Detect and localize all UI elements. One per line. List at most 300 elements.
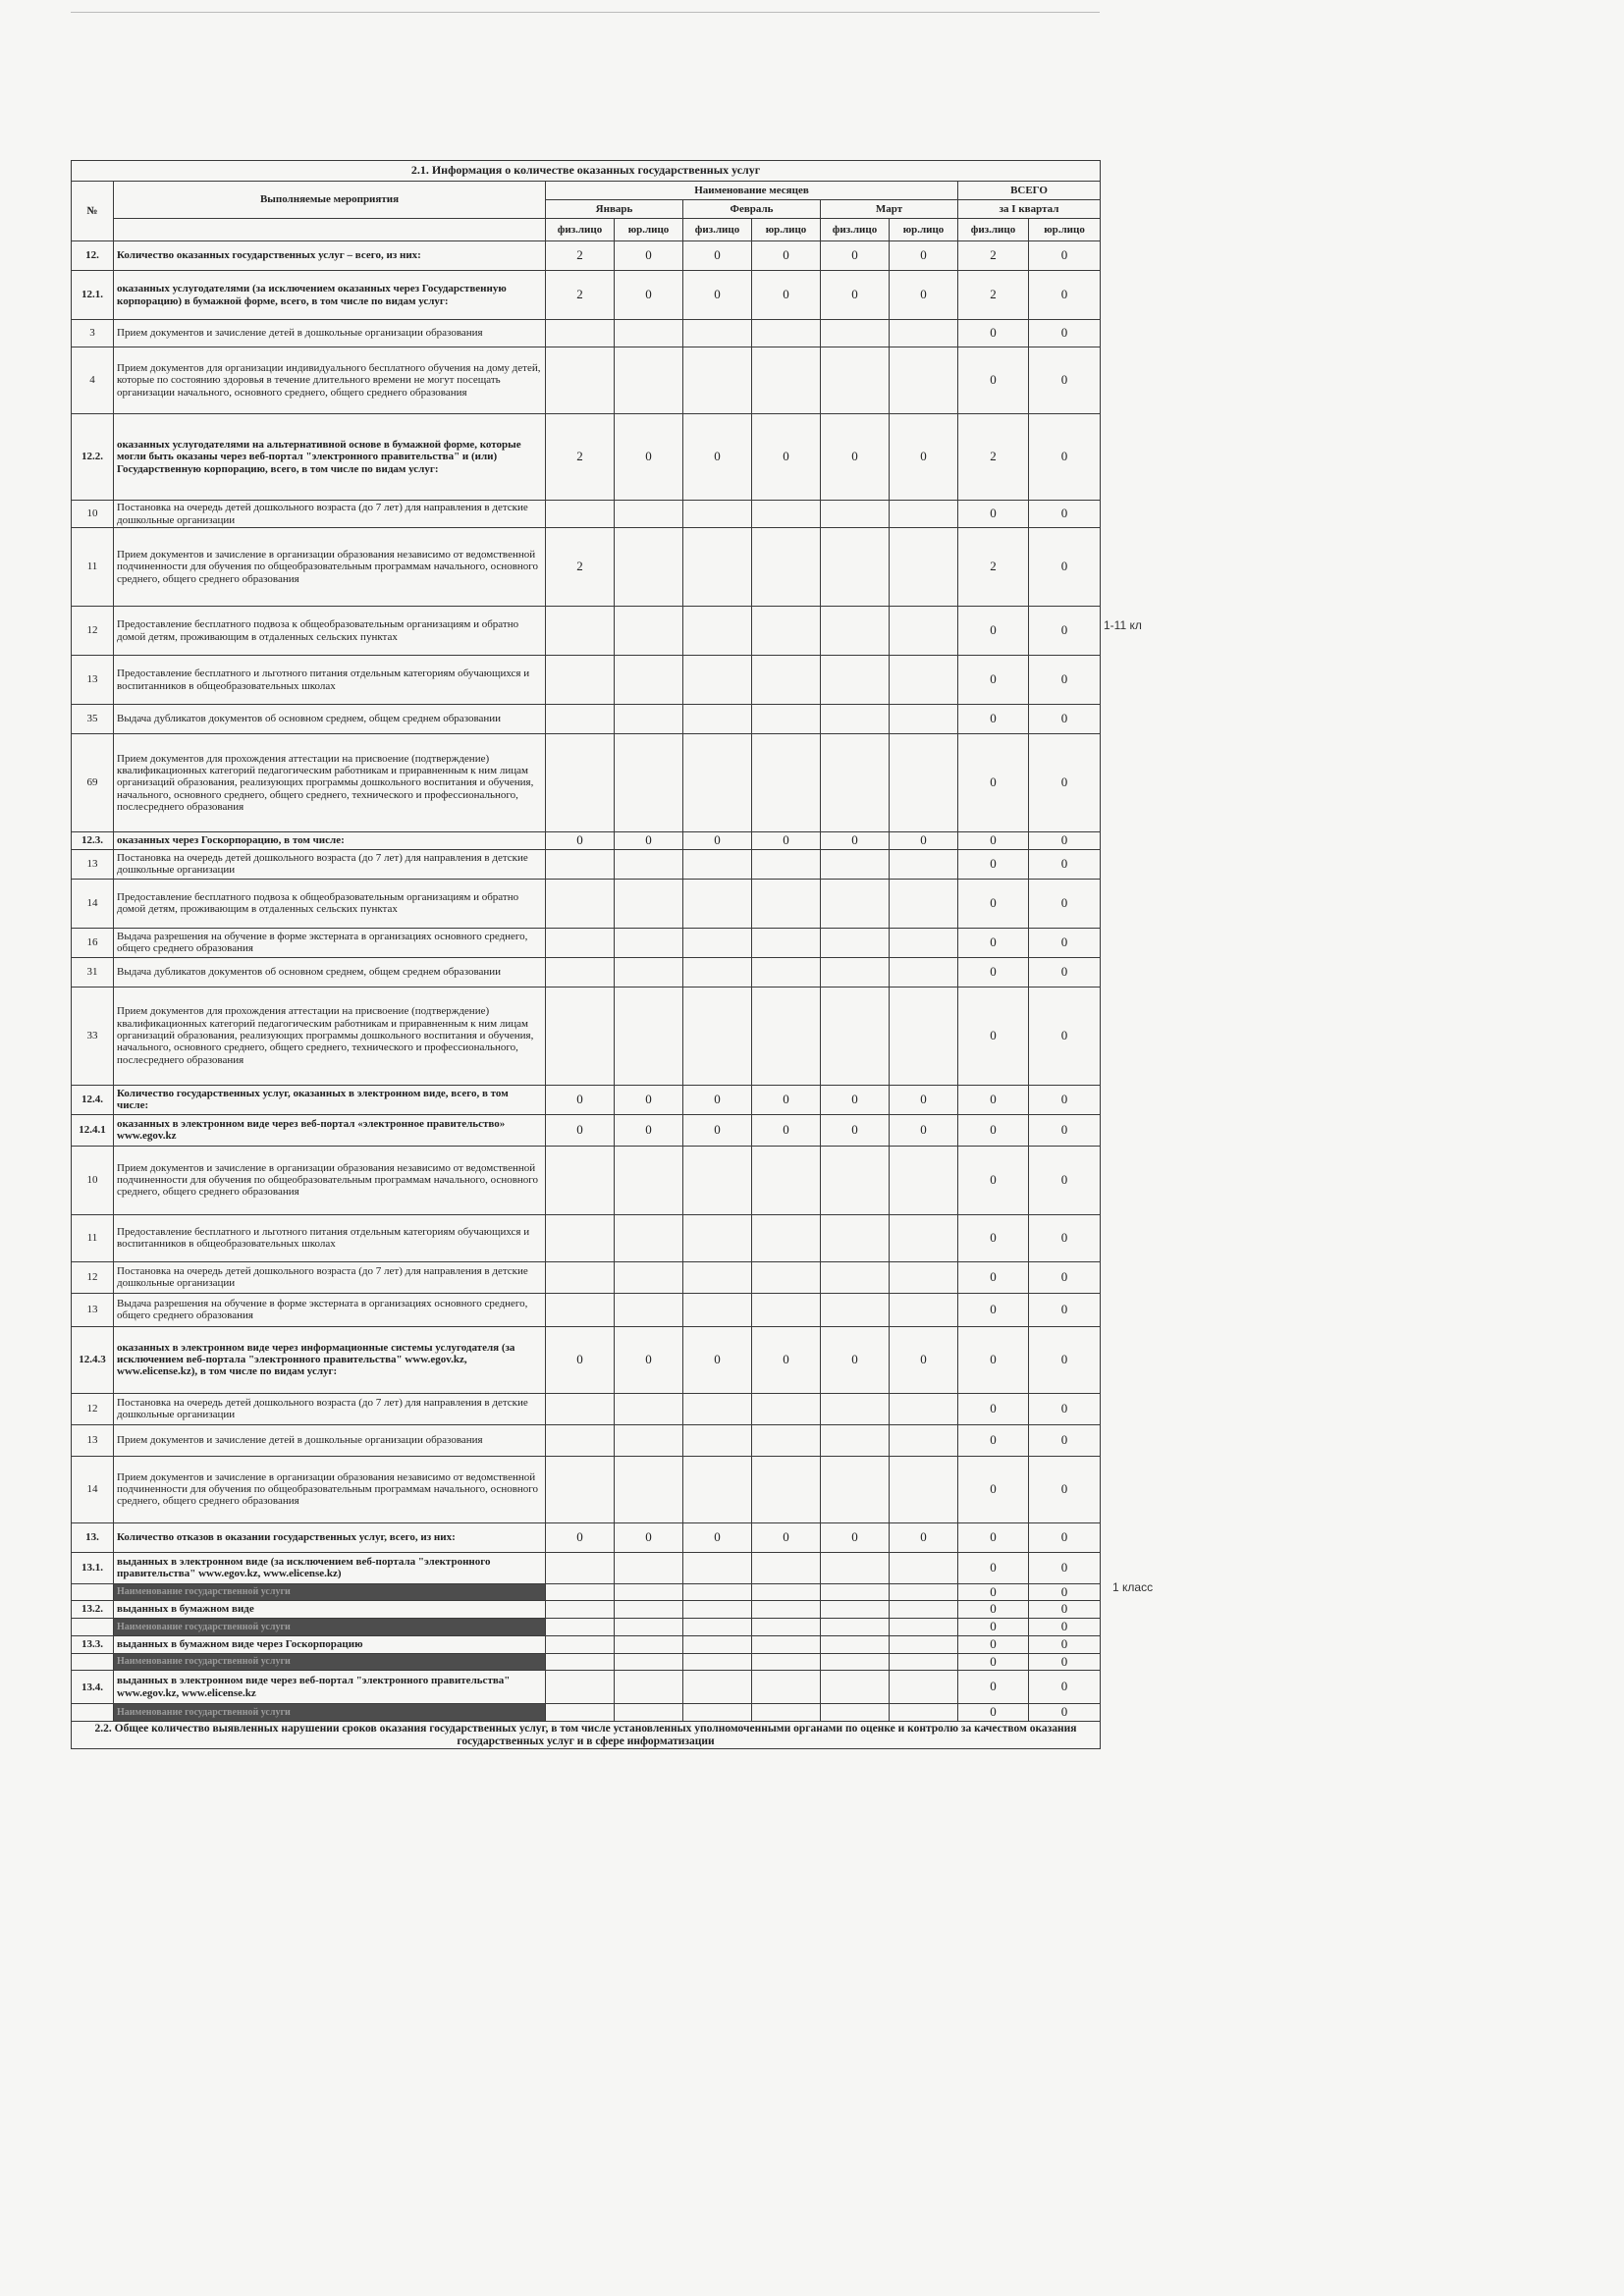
- cell-mar-yur: [890, 1293, 958, 1326]
- table-row: [72, 347, 1101, 414]
- cell-total-yur: 0: [1029, 1635, 1101, 1653]
- cell-feb-fiz: [683, 1619, 752, 1636]
- cell-feb-yur: 0: [752, 1114, 821, 1146]
- cell-jan-yur: [615, 1619, 683, 1636]
- cell-feb-yur: 0: [752, 832, 821, 850]
- cell-jan-fiz: [546, 1146, 615, 1214]
- cell-mar-yur: [890, 1424, 958, 1456]
- cell-total-yur: 0: [1029, 1601, 1101, 1619]
- cell-jan-fiz: [546, 1583, 615, 1601]
- cell-jan-yur: [615, 879, 683, 928]
- row-description: Прием документов и зачисление детей в дошкольные организации образования: [114, 320, 546, 347]
- cell-feb-fiz: 0: [683, 1522, 752, 1552]
- cell-mar-yur: [890, 320, 958, 347]
- table-row: [72, 320, 1101, 347]
- cell-total-fiz: 0: [958, 987, 1029, 1085]
- cell-jan-yur: [615, 1601, 683, 1619]
- cell-total-fiz: 0: [958, 1671, 1029, 1704]
- row-description: выданных в электронном виде (за исключением веб-портала "электронного правительства" www.egov.kz, www.elicense.kz): [114, 1552, 546, 1583]
- cell-jan-fiz: [546, 1424, 615, 1456]
- header-yur: юр.лицо: [1029, 219, 1101, 241]
- cell-jan-yur: [615, 528, 683, 607]
- cell-total-fiz: 0: [958, 1522, 1029, 1552]
- cell-total-fiz: 0: [958, 957, 1029, 987]
- cell-jan-fiz: [546, 1293, 615, 1326]
- row-number: 12.1.: [72, 271, 114, 320]
- cell-total-yur: 0: [1029, 1619, 1101, 1636]
- cell-feb-yur: [752, 1261, 821, 1293]
- cell-feb-yur: 0: [752, 1085, 821, 1114]
- row-number: 10: [72, 501, 114, 528]
- table-row: [72, 1261, 1101, 1293]
- cell-total-fiz: 0: [958, 1214, 1029, 1261]
- header-total: ВСЕГО: [958, 182, 1101, 200]
- cell-mar-yur: [890, 928, 958, 957]
- cell-jan-fiz: [546, 1552, 615, 1583]
- cell-jan-fiz: 0: [546, 832, 615, 850]
- row-description: оказанных в электронном виде через веб-портал «электронное правительство» www.egov.kz: [114, 1114, 546, 1146]
- cell-total-yur: 0: [1029, 1214, 1101, 1261]
- cell-feb-fiz: [683, 528, 752, 607]
- cell-mar-yur: 0: [890, 414, 958, 501]
- table-row: [72, 1085, 1101, 1114]
- cell-total-fiz: 0: [958, 1635, 1029, 1653]
- cell-feb-fiz: [683, 734, 752, 832]
- cell-mar-fiz: [821, 849, 890, 879]
- cell-jan-fiz: [546, 320, 615, 347]
- table-row: [72, 1619, 1101, 1636]
- cell-jan-yur: [615, 1653, 683, 1671]
- cell-feb-fiz: [683, 1671, 752, 1704]
- cell-mar-fiz: [821, 347, 890, 414]
- cell-total-yur: 0: [1029, 501, 1101, 528]
- cell-total-fiz: 0: [958, 1552, 1029, 1583]
- cell-total-fiz: 0: [958, 1114, 1029, 1146]
- cell-mar-fiz: [821, 1552, 890, 1583]
- cell-feb-fiz: [683, 501, 752, 528]
- cell-jan-fiz: [546, 987, 615, 1085]
- cell-feb-fiz: 0: [683, 241, 752, 271]
- cell-mar-fiz: 0: [821, 271, 890, 320]
- cell-feb-fiz: [683, 987, 752, 1085]
- cell-mar-yur: [890, 1583, 958, 1601]
- row-number: 13: [72, 656, 114, 705]
- row-description: Предоставление бесплатного и льготного питания отдельным категориям обучающихся и воспитанников в общеобразовательных школах: [114, 656, 546, 705]
- row-number: 12.2.: [72, 414, 114, 501]
- row-number: 69: [72, 734, 114, 832]
- table-row: [72, 849, 1101, 879]
- cell-jan-fiz: [546, 1635, 615, 1653]
- cell-mar-fiz: 0: [821, 414, 890, 501]
- cell-jan-yur: [615, 656, 683, 705]
- service-name-placeholder: Наименование государственной услуги: [114, 1619, 546, 1636]
- cell-total-yur: 0: [1029, 734, 1101, 832]
- cell-feb-yur: [752, 1583, 821, 1601]
- row-description: Выдача дубликатов документов об основном среднем, общем среднем образовании: [114, 957, 546, 987]
- cell-feb-fiz: [683, 1635, 752, 1653]
- cell-feb-yur: 0: [752, 414, 821, 501]
- cell-jan-fiz: [546, 1214, 615, 1261]
- cell-mar-yur: [890, 607, 958, 656]
- table-row: [72, 501, 1101, 528]
- cell-feb-fiz: [683, 879, 752, 928]
- cell-feb-fiz: [683, 705, 752, 734]
- header-months-group: Наименование месяцев: [546, 182, 958, 200]
- cell-feb-yur: [752, 1424, 821, 1456]
- cell-jan-yur: [615, 1704, 683, 1722]
- cell-total-yur: 0: [1029, 1552, 1101, 1583]
- cell-total-fiz: 0: [958, 1085, 1029, 1114]
- cell-jan-yur: [615, 849, 683, 879]
- cell-mar-yur: [890, 1261, 958, 1293]
- cell-mar-fiz: 0: [821, 1522, 890, 1552]
- row-number: 11: [72, 528, 114, 607]
- cell-mar-yur: [890, 1635, 958, 1653]
- table-row: [72, 928, 1101, 957]
- cell-mar-yur: [890, 734, 958, 832]
- service-name-placeholder: Наименование государственной услуги: [114, 1704, 546, 1722]
- cell-mar-fiz: [821, 1146, 890, 1214]
- header-month-mar: Март: [821, 200, 958, 219]
- services-table: [71, 160, 1101, 1749]
- header-no: №: [72, 182, 114, 241]
- cell-jan-yur: 0: [615, 832, 683, 850]
- header-activities-blank: [114, 219, 546, 241]
- cell-total-yur: 0: [1029, 528, 1101, 607]
- cell-feb-yur: [752, 656, 821, 705]
- cell-total-fiz: 0: [958, 1583, 1029, 1601]
- cell-feb-fiz: [683, 347, 752, 414]
- row-number: 13.: [72, 1522, 114, 1552]
- table-row: [72, 414, 1101, 501]
- cell-mar-fiz: 0: [821, 1114, 890, 1146]
- row-number: 13.4.: [72, 1671, 114, 1704]
- cell-jan-yur: 0: [615, 1085, 683, 1114]
- row-description: выданных в электронном виде через веб-портал "электронного правительства" www.egov.kz, www.elicense.kz: [114, 1671, 546, 1704]
- row-number: 13: [72, 1293, 114, 1326]
- cell-feb-yur: [752, 1619, 821, 1636]
- cell-mar-fiz: [821, 528, 890, 607]
- cell-mar-fiz: [821, 1261, 890, 1293]
- row-number: 12.3.: [72, 832, 114, 850]
- cell-jan-fiz: 2: [546, 528, 615, 607]
- cell-jan-yur: [615, 1456, 683, 1522]
- cell-jan-fiz: [546, 849, 615, 879]
- cell-mar-fiz: [821, 1393, 890, 1424]
- row-description: Прием документов для организации индивидуального бесплатного обучения на дому детей, которые по состоянию здоровья в течение длительного времени не могут посещать организации начального, основного среднего, общего среднего образования: [114, 347, 546, 414]
- cell-total-fiz: 0: [958, 607, 1029, 656]
- cell-jan-fiz: [546, 879, 615, 928]
- cell-feb-yur: [752, 1653, 821, 1671]
- table-row: [72, 957, 1101, 987]
- row-number: 13: [72, 1424, 114, 1456]
- cell-feb-yur: [752, 705, 821, 734]
- table-row: [72, 1522, 1101, 1552]
- cell-jan-yur: [615, 607, 683, 656]
- cell-jan-fiz: [546, 734, 615, 832]
- cell-feb-yur: [752, 1293, 821, 1326]
- cell-mar-fiz: [821, 1424, 890, 1456]
- cell-jan-fiz: [546, 607, 615, 656]
- cell-jan-fiz: 0: [546, 1114, 615, 1146]
- row-number: 33: [72, 987, 114, 1085]
- cell-jan-fiz: [546, 928, 615, 957]
- row-description: Прием документов и зачисление детей в дошкольные организации образования: [114, 1424, 546, 1456]
- table-body: [72, 241, 1101, 1722]
- cell-total-yur: 0: [1029, 1393, 1101, 1424]
- report-sheet: [71, 160, 1100, 1749]
- cell-mar-yur: [890, 1619, 958, 1636]
- cell-feb-fiz: [683, 1146, 752, 1214]
- cell-feb-fiz: [683, 1293, 752, 1326]
- cell-mar-yur: 0: [890, 832, 958, 850]
- cell-mar-yur: [890, 1601, 958, 1619]
- cell-mar-fiz: [821, 1293, 890, 1326]
- cell-jan-yur: 0: [615, 1114, 683, 1146]
- cell-total-fiz: 0: [958, 320, 1029, 347]
- table-row: [72, 987, 1101, 1085]
- header-yur: юр.лицо: [615, 219, 683, 241]
- cell-total-yur: 0: [1029, 879, 1101, 928]
- row-number: 12.4.3: [72, 1326, 114, 1393]
- cell-feb-fiz: [683, 1424, 752, 1456]
- cell-total-fiz: 0: [958, 928, 1029, 957]
- cell-jan-fiz: [546, 1601, 615, 1619]
- cell-jan-yur: [615, 1146, 683, 1214]
- cell-total-fiz: 2: [958, 241, 1029, 271]
- cell-feb-yur: [752, 957, 821, 987]
- cell-feb-yur: [752, 849, 821, 879]
- row-number: [72, 1653, 114, 1671]
- table-row: [72, 607, 1101, 656]
- row-number: 14: [72, 879, 114, 928]
- cell-mar-yur: 0: [890, 1522, 958, 1552]
- table-row: [72, 832, 1101, 850]
- cell-feb-yur: [752, 1601, 821, 1619]
- table-row: [72, 1114, 1101, 1146]
- cell-total-yur: 0: [1029, 849, 1101, 879]
- cell-feb-yur: [752, 1671, 821, 1704]
- cell-feb-fiz: 0: [683, 1085, 752, 1114]
- row-description: выданных в бумажном виде через Госкорпорацию: [114, 1635, 546, 1653]
- row-description: Предоставление бесплатного подвоза к общеобразовательным организациям и обратно домой детям, проживающим в отдаленных сельских пунктах: [114, 607, 546, 656]
- table-row: [72, 705, 1101, 734]
- row-number: 31: [72, 957, 114, 987]
- table-row: [72, 1293, 1101, 1326]
- row-description: Прием документов и зачисление в организации образования независимо от ведомственной подчиненности для обучения по общеобразовательным программам начального, основного среднего, общего среднего образования: [114, 1456, 546, 1522]
- cell-mar-yur: [890, 1552, 958, 1583]
- row-number: 35: [72, 705, 114, 734]
- cell-total-yur: 0: [1029, 320, 1101, 347]
- cell-jan-yur: [615, 987, 683, 1085]
- row-number: [72, 1704, 114, 1722]
- cell-mar-fiz: [821, 1214, 890, 1261]
- cell-jan-yur: [615, 957, 683, 987]
- cell-feb-fiz: [683, 928, 752, 957]
- header-activities: Выполняемые мероприятия: [114, 182, 546, 219]
- cell-total-yur: 0: [1029, 1583, 1101, 1601]
- row-number: 12: [72, 1393, 114, 1424]
- cell-mar-fiz: [821, 928, 890, 957]
- table-row: [72, 271, 1101, 320]
- table-row: [72, 1456, 1101, 1522]
- cell-total-yur: 0: [1029, 832, 1101, 850]
- cell-total-fiz: 0: [958, 1704, 1029, 1722]
- cell-feb-yur: [752, 1214, 821, 1261]
- cell-mar-yur: [890, 1653, 958, 1671]
- row-number: 10: [72, 1146, 114, 1214]
- cell-jan-yur: 0: [615, 1522, 683, 1552]
- cell-mar-fiz: [821, 1456, 890, 1522]
- row-description: Выдача дубликатов документов об основном среднем, общем среднем образовании: [114, 705, 546, 734]
- cell-feb-yur: [752, 528, 821, 607]
- cell-mar-yur: [890, 1214, 958, 1261]
- cell-jan-fiz: 0: [546, 1326, 615, 1393]
- table-row: [72, 734, 1101, 832]
- cell-jan-yur: [615, 1261, 683, 1293]
- cell-feb-fiz: [683, 1214, 752, 1261]
- row-number: 14: [72, 1456, 114, 1522]
- cell-jan-fiz: [546, 1653, 615, 1671]
- cell-feb-yur: [752, 734, 821, 832]
- cell-total-fiz: 0: [958, 734, 1029, 832]
- cell-feb-yur: [752, 879, 821, 928]
- side-note-grades: 1-11 кл: [1104, 618, 1142, 632]
- table-title: 2.1. Информация о количестве оказанных государственных услуг: [72, 161, 1101, 182]
- cell-mar-fiz: [821, 501, 890, 528]
- cell-jan-yur: [615, 1214, 683, 1261]
- header-month-feb: Февраль: [683, 200, 821, 219]
- table-row: [72, 656, 1101, 705]
- table-row: [72, 241, 1101, 271]
- cell-total-yur: 0: [1029, 271, 1101, 320]
- cell-mar-fiz: 0: [821, 241, 890, 271]
- top-border-line: [71, 12, 1100, 13]
- table-row: [72, 1704, 1101, 1722]
- cell-feb-fiz: [683, 1456, 752, 1522]
- cell-total-fiz: 0: [958, 1393, 1029, 1424]
- cell-jan-fiz: 0: [546, 1522, 615, 1552]
- cell-mar-yur: 0: [890, 1326, 958, 1393]
- cell-total-yur: 0: [1029, 1522, 1101, 1552]
- cell-total-yur: 0: [1029, 1653, 1101, 1671]
- cell-mar-fiz: [821, 1671, 890, 1704]
- cell-feb-fiz: [683, 1653, 752, 1671]
- table-row: [72, 1393, 1101, 1424]
- table-row: [72, 1583, 1101, 1601]
- cell-feb-fiz: [683, 1601, 752, 1619]
- cell-jan-fiz: [546, 1261, 615, 1293]
- header-fiz: физ.лицо: [683, 219, 752, 241]
- cell-jan-yur: [615, 1393, 683, 1424]
- cell-mar-fiz: [821, 320, 890, 347]
- cell-jan-fiz: [546, 1704, 615, 1722]
- header-quarter: за I квартал: [958, 200, 1101, 219]
- row-number: 12.4.1: [72, 1114, 114, 1146]
- cell-feb-fiz: 0: [683, 414, 752, 501]
- cell-total-fiz: 0: [958, 347, 1029, 414]
- cell-total-fiz: 0: [958, 501, 1029, 528]
- cell-total-fiz: 0: [958, 1261, 1029, 1293]
- cell-total-fiz: 0: [958, 1619, 1029, 1636]
- table-row: [72, 1653, 1101, 1671]
- cell-mar-yur: [890, 656, 958, 705]
- cell-mar-fiz: [821, 1619, 890, 1636]
- cell-total-yur: 0: [1029, 347, 1101, 414]
- header-fiz: физ.лицо: [958, 219, 1029, 241]
- cell-mar-yur: 0: [890, 241, 958, 271]
- cell-total-yur: 0: [1029, 1261, 1101, 1293]
- cell-mar-yur: 0: [890, 1085, 958, 1114]
- row-description: Прием документов для прохождения аттестации на присвоение (подтверждение) квалификационных категорий педагогическим работникам и приравненным к ним лицам организаций образования, реализующих программы дошкольного воспитания и обучения, начального, основного среднего, общего среднего, технического и профессионального, послесреднего образования: [114, 987, 546, 1085]
- cell-total-yur: 0: [1029, 1424, 1101, 1456]
- row-description: Постановка на очередь детей дошкольного возраста (до 7 лет) для направления в детские дошкольные организации: [114, 1261, 546, 1293]
- cell-feb-fiz: [683, 607, 752, 656]
- cell-jan-fiz: 2: [546, 271, 615, 320]
- cell-feb-yur: [752, 347, 821, 414]
- row-number: 12.4.: [72, 1085, 114, 1114]
- cell-feb-yur: 0: [752, 271, 821, 320]
- cell-mar-yur: [890, 987, 958, 1085]
- header-yur: юр.лицо: [890, 219, 958, 241]
- cell-mar-fiz: [821, 734, 890, 832]
- row-description: Прием документов для прохождения аттестации на присвоение (подтверждение) квалификационных категорий педагогическим работникам и приравненным к ним лицам организаций образования, реализующих программы дошкольного воспитания и обучения, начального, основного среднего, общего среднего, технического и профессионального, послесреднего образования: [114, 734, 546, 832]
- row-description: Прием документов и зачисление в организации образования независимо от ведомственной подчиненности для обучения по общеобразовательным программам начального, основного среднего, общего среднего образования: [114, 1146, 546, 1214]
- cell-total-fiz: 2: [958, 271, 1029, 320]
- cell-feb-yur: [752, 501, 821, 528]
- cell-feb-yur: [752, 1552, 821, 1583]
- row-number: 3: [72, 320, 114, 347]
- cell-jan-yur: [615, 1583, 683, 1601]
- row-number: 12: [72, 1261, 114, 1293]
- cell-mar-fiz: [821, 607, 890, 656]
- row-description: Постановка на очередь детей дошкольного возраста (до 7 лет) для направления в детские дошкольные организации: [114, 501, 546, 528]
- cell-feb-yur: [752, 1146, 821, 1214]
- cell-mar-yur: [890, 1671, 958, 1704]
- cell-feb-yur: [752, 1456, 821, 1522]
- cell-total-yur: 0: [1029, 1114, 1101, 1146]
- cell-jan-yur: [615, 1293, 683, 1326]
- cell-mar-yur: [890, 1456, 958, 1522]
- cell-jan-fiz: [546, 501, 615, 528]
- cell-mar-fiz: [821, 1653, 890, 1671]
- cell-mar-fiz: [821, 987, 890, 1085]
- row-number: [72, 1583, 114, 1601]
- row-number: 11: [72, 1214, 114, 1261]
- table-row: [72, 1146, 1101, 1214]
- cell-mar-yur: [890, 528, 958, 607]
- cell-mar-yur: [890, 879, 958, 928]
- cell-total-yur: 0: [1029, 1085, 1101, 1114]
- cell-jan-yur: [615, 1552, 683, 1583]
- cell-jan-fiz: [546, 957, 615, 987]
- row-description: выданных в бумажном виде: [114, 1601, 546, 1619]
- cell-jan-yur: 0: [615, 414, 683, 501]
- cell-jan-yur: [615, 705, 683, 734]
- cell-mar-fiz: [821, 879, 890, 928]
- cell-mar-fiz: [821, 1583, 890, 1601]
- cell-mar-yur: [890, 957, 958, 987]
- table-row: [72, 1601, 1101, 1619]
- cell-mar-fiz: 0: [821, 832, 890, 850]
- cell-jan-yur: 0: [615, 241, 683, 271]
- cell-total-fiz: 2: [958, 414, 1029, 501]
- row-description: оказанных в электронном виде через информационные системы услугодателя (за исключением веб-портала "электронного правительства" www.egov.kz, www.elicense.kz), в том числе по видам услуг:: [114, 1326, 546, 1393]
- cell-feb-fiz: [683, 656, 752, 705]
- cell-feb-fiz: [683, 849, 752, 879]
- table-row: [72, 528, 1101, 607]
- row-description: оказанных услугодателями (за исключением оказанных через Государственную корпорацию) в бумажной форме, всего, в том числе по видам услуг:: [114, 271, 546, 320]
